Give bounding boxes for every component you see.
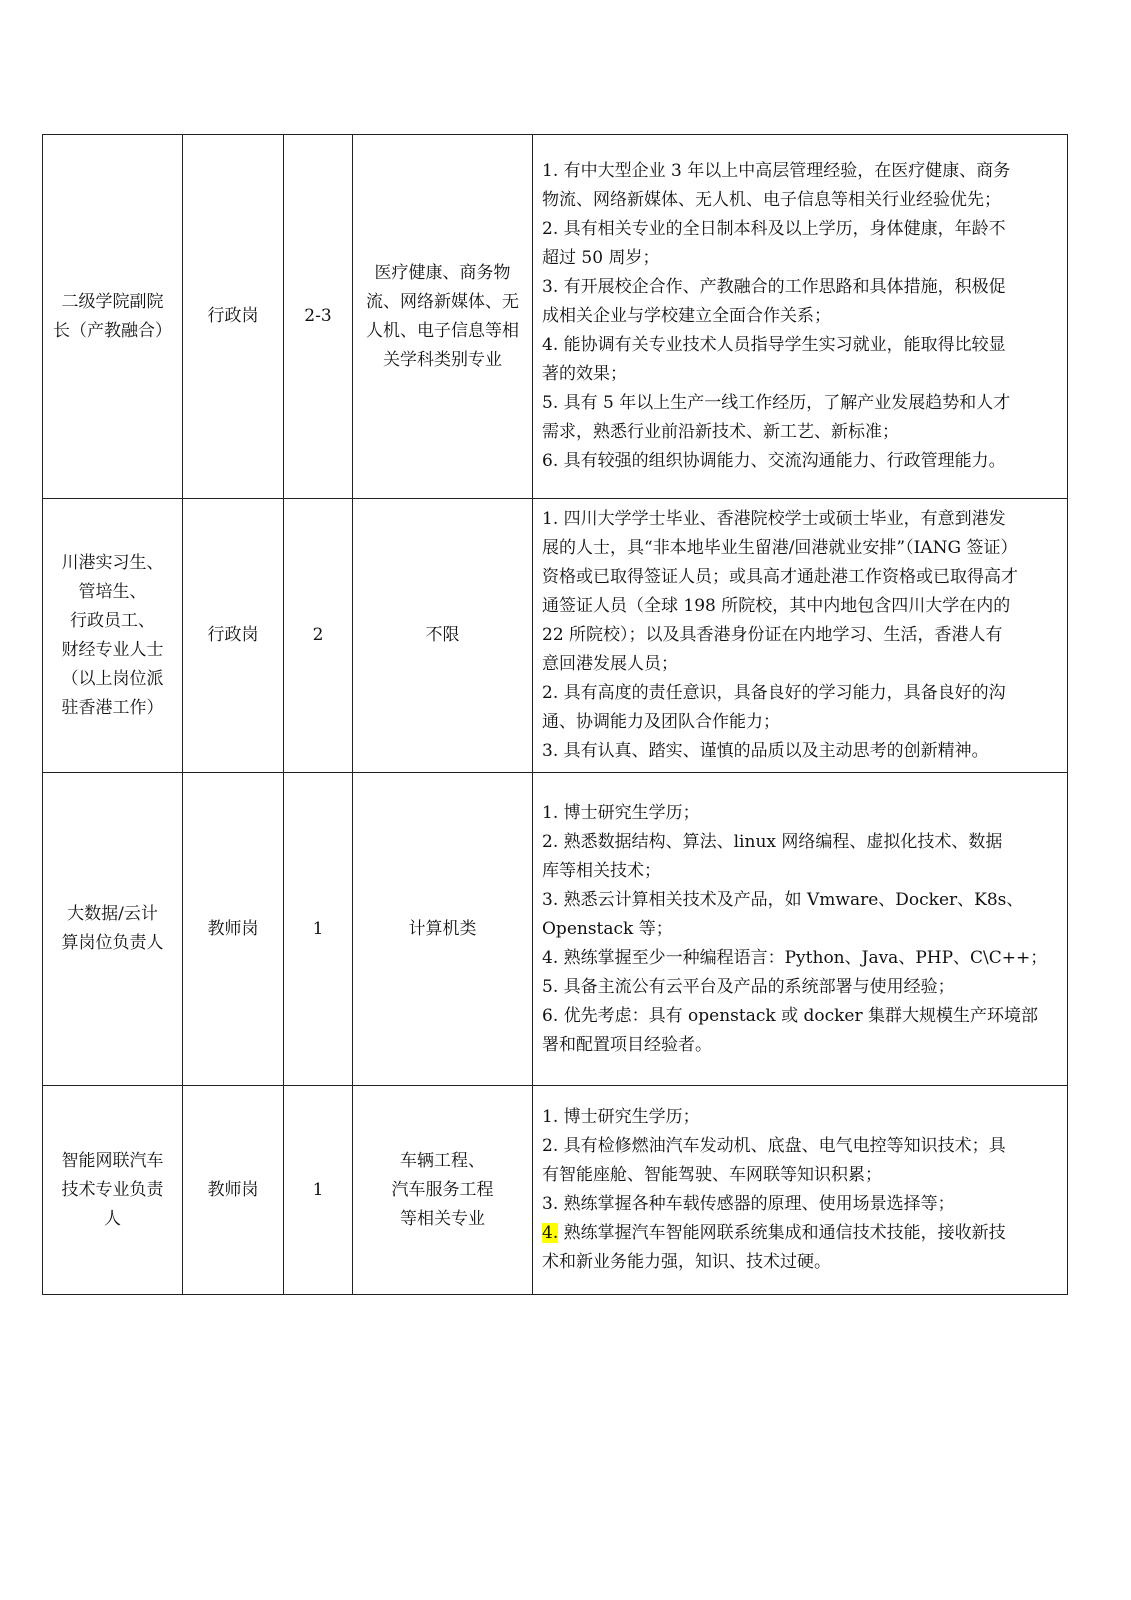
headcount-cell: 2-3 bbox=[284, 135, 353, 499]
table-row bbox=[43, 773, 1068, 1086]
job-type-cell: 行政岗 bbox=[183, 135, 284, 499]
requirement-line: 3. 有开展校企合作、产教融合的工作思路和具体措施，积极促 bbox=[542, 277, 1006, 297]
requirement-line: 4. 能协调有关专业技术人员指导学生实习就业，能取得比较显 bbox=[542, 335, 1006, 355]
requirement-line: 超过 50 周岁； bbox=[542, 248, 660, 268]
position-cell: 智能网联汽车 技术专业负责 人 bbox=[43, 1086, 183, 1295]
requirement-line: 署和配置项目经验者。 bbox=[542, 1034, 712, 1055]
job-type-cell: 教师岗 bbox=[183, 773, 284, 1086]
requirement-line: 物流、网络新媒体、无人机、电子信息等相关行业经验优先； bbox=[542, 190, 1001, 210]
requirement-line: 3. 熟练掌握各种车载传感器的原理、使用场景选择等； bbox=[542, 1194, 955, 1214]
requirement-line: 需求，熟悉行业前沿新技术、新工艺、新标准； bbox=[542, 422, 899, 442]
requirement-line: 著的效果； bbox=[542, 364, 627, 384]
major-cell: 计算机类 bbox=[353, 773, 533, 1086]
requirement-line: 意回港发展人员； bbox=[542, 654, 678, 674]
job-type-cell: 行政岗 bbox=[183, 499, 284, 773]
position-cell: 大数据/云计 算岗位负责人 bbox=[43, 773, 183, 1086]
major-cell: 医疗健康、商务物 流、网络新媒体、无 人机、电子信息等相 关学科类别专业 bbox=[353, 135, 533, 499]
requirement-line: 通签证人员（全球 198 所院校，其中内地包含四川大学在内的 bbox=[542, 596, 1011, 616]
headcount-cell: 1 bbox=[284, 1086, 353, 1295]
requirement-line: 6. 具有较强的组织协调能力、交流沟通能力、行政管理能力。 bbox=[542, 451, 1006, 471]
highlight-marker: 4. bbox=[542, 1223, 559, 1243]
requirement-line: 1. 四川大学学士毕业、香港院校学士或硕士毕业，有意到港发 bbox=[542, 509, 1006, 529]
requirement-line: 术和新业务能力强，知识、技术过硬。 bbox=[542, 1252, 831, 1272]
requirements-cell bbox=[533, 499, 1068, 773]
requirement-line-text: 熟练掌握汽车智能网联系统集成和通信技术技能，接收新技 bbox=[558, 1223, 1006, 1243]
requirement-line: 2. 具有高度的责任意识，具备良好的学习能力，具备良好的沟 bbox=[542, 683, 1006, 703]
requirement-line: 4. 熟练掌握至少一种编程语言：Python、Java、PHP、C\C++； bbox=[542, 947, 1048, 968]
requirement-line: 3. 熟悉云计算相关技术及产品，如 Vmware、Docker、K8s、 bbox=[542, 889, 1024, 910]
job-type-cell: 教师岗 bbox=[183, 1086, 284, 1295]
table-row bbox=[43, 135, 1068, 499]
requirement-line: 3. 具有认真、踏实、谨慎的品质以及主动思考的创新精神。 bbox=[542, 741, 989, 761]
position-cell: 川港实习生、 管培生、 行政员工、 财经专业人士 （以上岗位派 驻香港工作） bbox=[43, 499, 183, 773]
requirement-line: 5. 具备主流公有云平台及产品的系统部署与使用经验； bbox=[542, 976, 955, 997]
headcount-cell: 1 bbox=[284, 773, 353, 1086]
requirement-line: 通、协调能力及团队合作能力； bbox=[542, 712, 780, 732]
requirement-line: 2. 具有检修燃油汽车发动机、底盘、电气电控等知识技术；具 bbox=[542, 1136, 1006, 1156]
requirement-line: 有智能座舱、智能驾驶、车网联等知识积累； bbox=[542, 1165, 882, 1185]
table-row bbox=[43, 1086, 1068, 1295]
requirements-cell bbox=[533, 773, 1068, 1086]
requirement-line: 22 所院校）；以及具香港身份证在内地学习、生活，香港人有 bbox=[542, 625, 1003, 645]
requirements-cell bbox=[533, 135, 1068, 499]
position-cell: 二级学院副院 长（产教融合） bbox=[43, 135, 183, 499]
table-row bbox=[43, 499, 1068, 773]
requirement-line: 5. 具有 5 年以上生产一线工作经历，了解产业发展趋势和人才 bbox=[542, 393, 1011, 413]
requirements-cell bbox=[533, 1086, 1068, 1295]
requirement-line: 库等相关技术； bbox=[542, 860, 661, 881]
requirement-line: 1. 博士研究生学历； bbox=[542, 802, 700, 823]
headcount-cell: 2 bbox=[284, 499, 353, 773]
major-cell: 不限 bbox=[353, 499, 533, 773]
job-requirements-table bbox=[42, 134, 1068, 1295]
requirement-line: 展的人士，具“非本地毕业生留港/回港就业安排”（IANG 签证） bbox=[542, 538, 1018, 558]
major-cell: 车辆工程、 汽车服务工程 等相关专业 bbox=[353, 1086, 533, 1295]
requirement-line: 成相关企业与学校建立全面合作关系； bbox=[542, 306, 831, 326]
requirement-line: 2. 具有相关专业的全日制本科及以上学历，身体健康，年龄不 bbox=[542, 219, 1006, 239]
requirement-line: 2. 熟悉数据结构、算法、linux 网络编程、虚拟化技术、数据 bbox=[542, 831, 1003, 852]
requirement-line: 1. 博士研究生学历； bbox=[542, 1107, 700, 1127]
requirement-line: Openstack 等； bbox=[542, 918, 673, 939]
requirement-line: 1. 有中大型企业 3 年以上中高层管理经验，在医疗健康、商务 bbox=[542, 161, 1011, 181]
requirement-line: 6. 优先考虑：具有 openstack 或 docker 集群大规模生产环境部 bbox=[542, 1005, 1039, 1026]
requirement-line-highlighted bbox=[542, 1219, 1059, 1248]
requirement-line: 资格或已取得签证人员；或具高才通赴港工作资格或已取得高才 bbox=[542, 567, 1018, 587]
